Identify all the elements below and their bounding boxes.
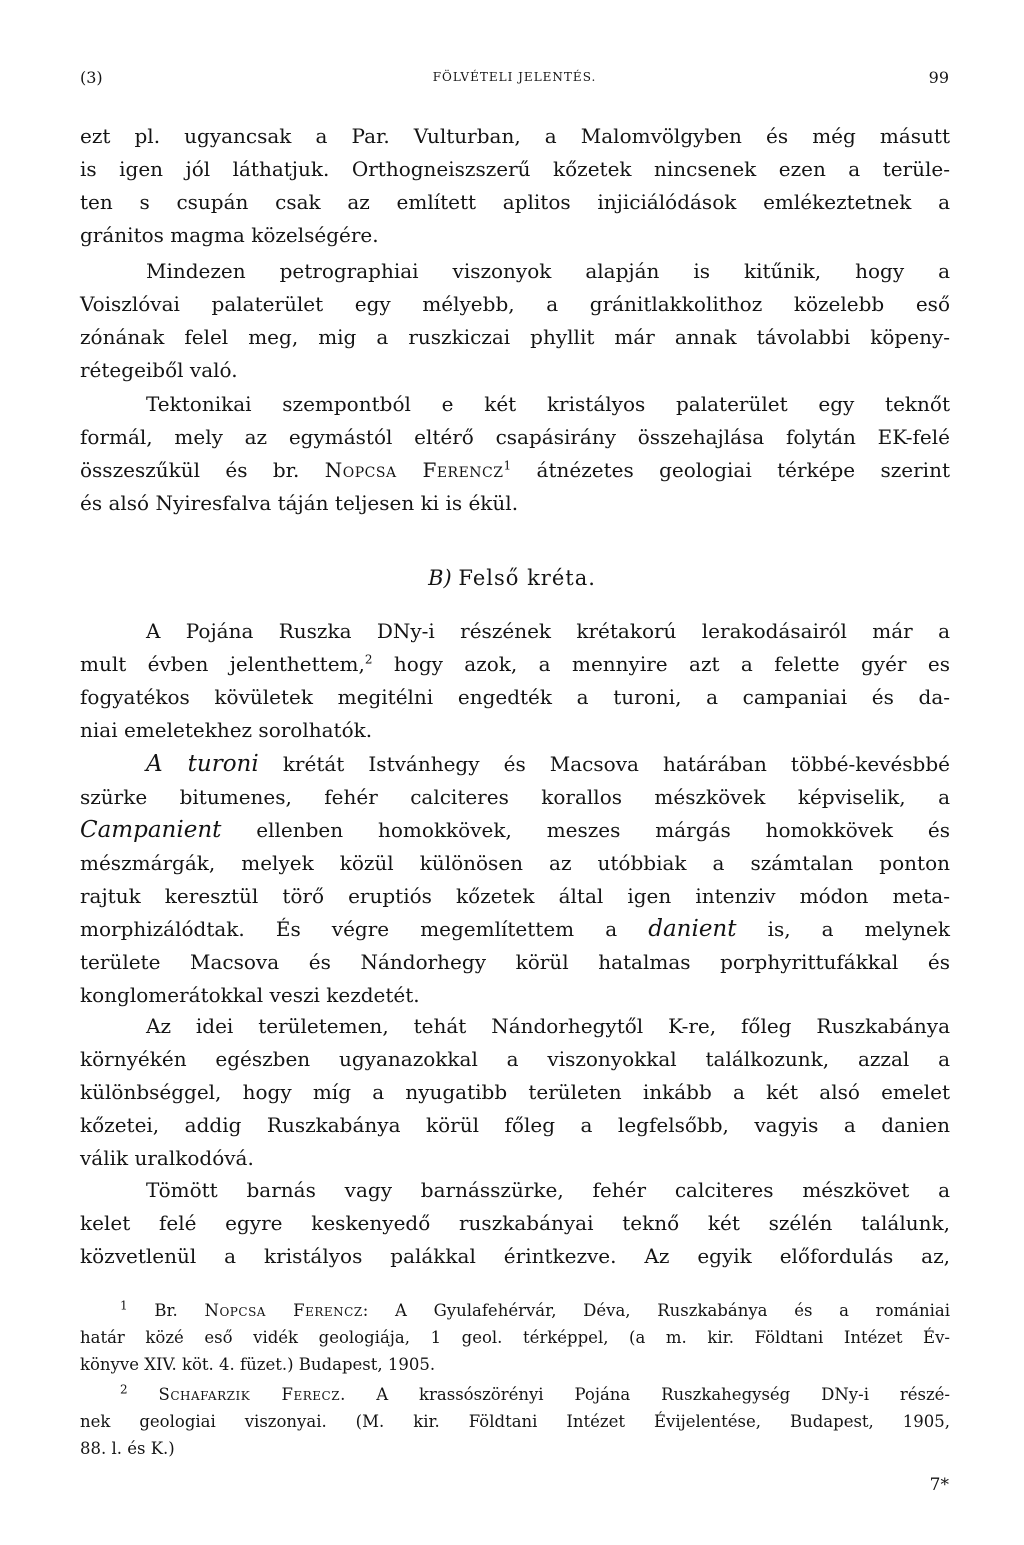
- footnote-line: 88. l. és K.): [80, 1439, 175, 1458]
- stage-name: A turoni: [146, 751, 259, 777]
- text-fragment: ellenben homokkövek, meszes márgás homokkövek és: [256, 818, 951, 842]
- text-line: formál, mely az egymástól eltérő csapásirány összehajlása folytán EK-felé: [80, 425, 950, 449]
- signature-mark: 7*: [929, 1475, 949, 1495]
- footnote-line: nek geologiai viszonyai. (M. kir. Földtani Intézet Évijelentése, Budapest, 1905,: [80, 1412, 950, 1431]
- text-fragment: hogy azok, a mennyire azt a felette gyér es: [393, 652, 950, 676]
- paragraph-5: [80, 748, 950, 1012]
- text-line: válik uralkodóvá.: [80, 1146, 254, 1170]
- text-line: konglomerátokkal veszi kezdetét.: [80, 983, 420, 1007]
- text-line: gránitos magma közelségére.: [80, 223, 379, 247]
- author-name: Nopcsa Ferencz: [204, 1301, 363, 1320]
- author-name: Schafarzik Ferecz: [158, 1385, 341, 1404]
- text-line: [80, 748, 950, 781]
- text-fragment: : A Gyulafehérvár, Déva, Ruszkabánya és a romániai: [362, 1301, 951, 1320]
- text-fragment: is, a melynek: [767, 917, 950, 941]
- text-line: zónának felel meg, mig a ruszkiczai phyllit már annak távolabbi köpeny-: [80, 325, 950, 349]
- text-line: különbséggel, hogy míg a nyugatibb területen inkább a két alsó emelet: [80, 1080, 950, 1104]
- text-line: kelet felé egyre keskenyedő ruszkabányai teknő két szélén találunk,: [80, 1211, 950, 1235]
- running-header: [80, 68, 949, 94]
- text-line: közvetlenül a kristályos palákkal érintkezve. Az egyik előfordulás az,: [80, 1244, 950, 1268]
- text-line: Az idei területemen, tehát Nándorhegytől K-re, főleg Ruszkabánya: [146, 1014, 950, 1038]
- text-fragment: Br.: [154, 1301, 178, 1320]
- text-line: [80, 913, 950, 946]
- stage-name: Campanient: [80, 817, 222, 843]
- footnote-line: határ közé eső vidék geologiája, 1 geol. térképpel, (a m. kir. Földtani Intézet Év-: [80, 1328, 950, 1347]
- text-line: ezt pl. ugyancsak a Par. Vulturban, a Malomvölgyben és még másutt: [80, 124, 950, 148]
- text-fragment: morphizálódtak. És végre megemlítettem a: [80, 917, 618, 941]
- text-line: [80, 814, 950, 847]
- footnote-line: könyve XIV. köt. 4. füzet.) Budapest, 1905.: [80, 1355, 436, 1374]
- text-line: rajtuk keresztül törő eruptiós kőzetek által igen intenziv módon meta-: [80, 884, 950, 908]
- text-line: fogyatékos kövületek megitélni engedték a turoni, a campaniai és da-: [80, 685, 950, 709]
- section-heading: [0, 566, 1024, 590]
- text-line: Tektonikai szempontból e két kristályos palaterület egy teknőt: [146, 392, 950, 416]
- running-title: FÖLVÉTELI JELENTÉS.: [432, 70, 597, 84]
- text-fragment: mult évben jelenthettem,: [80, 652, 365, 676]
- section-number: (3): [80, 68, 103, 87]
- paragraph-6: [80, 1010, 950, 1175]
- page-number: 99: [928, 68, 949, 87]
- text-line: [80, 648, 950, 681]
- footnote-ref: 2: [364, 652, 373, 667]
- paragraph-2: [80, 255, 950, 387]
- text-line: területe Macsova és Nándorhegy körül hatalmas porphyrittufákkal és: [80, 950, 950, 974]
- text-line: mészmárgák, melyek közül különösen az utóbbiak a számtalan ponton: [80, 851, 950, 875]
- text-fragment: összeszűkül és br.: [80, 458, 300, 482]
- footnote-ref: 1: [503, 458, 512, 473]
- text-line: Voiszlóvai palaterület egy mélyebb, a gránitlakkolithoz közelebb eső: [80, 292, 950, 316]
- footnote-number: 2: [120, 1382, 128, 1397]
- text-line: környékén egészben ugyanazokkal a viszonyokkal találkozunk, azzal a: [80, 1047, 950, 1071]
- text-line: A Pojána Ruszka DNy-i részének krétakorú lerakodásairól már a: [146, 619, 950, 643]
- text-line: Tömött barnás vagy barnásszürke, fehér calciteres mészkövet a: [146, 1178, 950, 1202]
- text-line: szürke bitumenes, fehér calciteres korallos mészkövek képviselik, a: [80, 785, 950, 809]
- text-line: ten s csupán csak az említett aplitos injiciálódások emlékeztetnek a: [80, 190, 950, 214]
- stage-name: danient: [648, 916, 737, 942]
- text-line: rétegeiből való.: [80, 358, 238, 382]
- section-letter: B): [428, 566, 452, 590]
- footnote-number: 1: [120, 1298, 128, 1313]
- text-fragment: . A krassószörényi Pojána Ruszkahegység DNy-i részé-: [340, 1385, 951, 1404]
- paragraph-4: [80, 615, 950, 747]
- text-line: niai emeletekhez sorolhatók.: [80, 718, 373, 742]
- footnote-1: [80, 1297, 950, 1378]
- text-line: Mindezen petrographiai viszonyok alapján is kitűnik, hogy a: [146, 259, 950, 283]
- paragraph-7: [80, 1174, 950, 1273]
- author-name: Nopcsa Ferencz: [324, 458, 504, 482]
- paragraph-3: [80, 388, 950, 520]
- text-fragment: átnézetes geologiai térképe szerint: [536, 458, 950, 482]
- footnote-2: [80, 1381, 950, 1462]
- text-fragment: krétát Istvánhegy és Macsova határában többé-kevésbbé: [282, 752, 951, 776]
- section-title: Felső kréta.: [458, 566, 596, 590]
- text-line: és alsó Nyiresfalva táján teljesen ki is ékül.: [80, 491, 519, 515]
- text-line: kőzetei, addig Ruszkabánya körül főleg a legfelsőbb, vagyis a danien: [80, 1113, 950, 1137]
- footnote-line: [80, 1381, 950, 1408]
- paragraph-1: [80, 120, 950, 252]
- text-line: is igen jól láthatjuk. Orthogneiszszerű kőzetek nincsenek ezen a terüle-: [80, 157, 950, 181]
- text-line: [80, 454, 950, 487]
- footnote-line: [80, 1297, 950, 1324]
